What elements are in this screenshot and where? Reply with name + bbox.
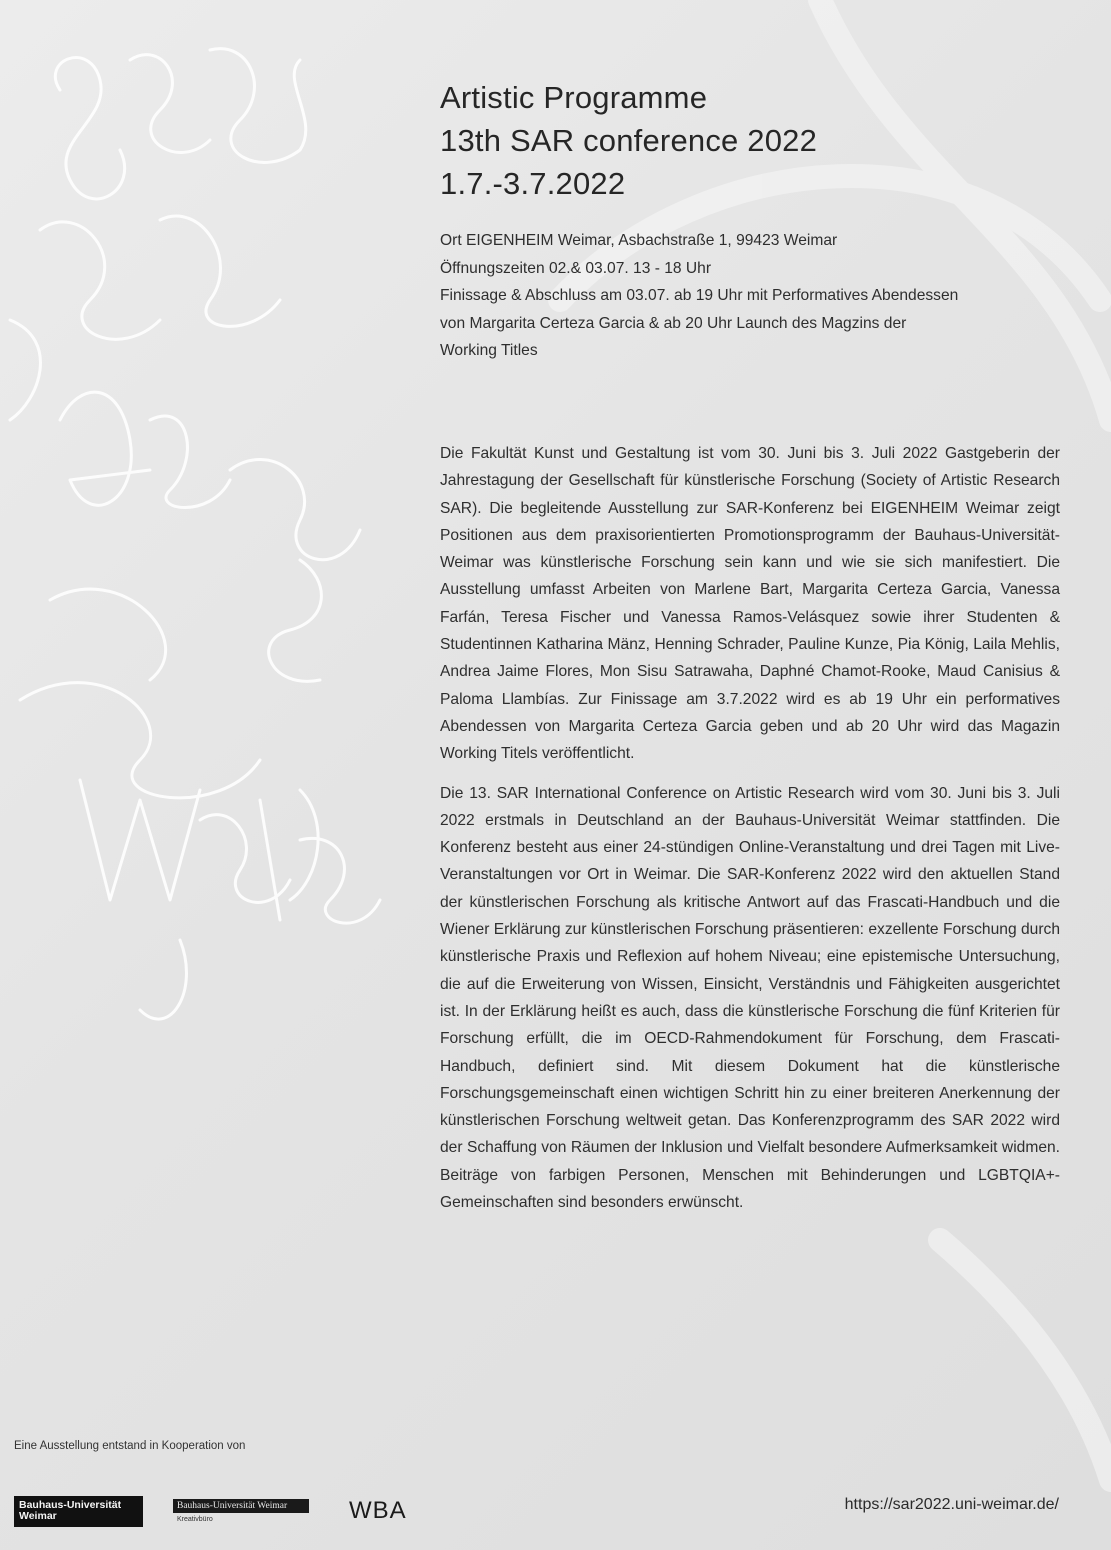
event-info: [440, 227, 1060, 365]
bauhaus-universitaet-logo: [14, 1496, 143, 1527]
paragraph-conference: Die 13. SAR International Conference on Artistic Research wird vom 30. Juni bis 3. Juli 2022 erstmals in Deutschland an der Bauhaus-Universität Weimar stattfinden. Die Konferenz besteht aus einer 24-stündigen Online-Veranstaltung und drei Tagen mit Live-Veranstaltungen vor Ort in Weimar. Die SAR-Konferenz 2022 wird den aktuellen Stand der künstlerischen Forschung als kritische Antwort auf das Frascati-Handbuch und die Wiener Erklärung zur künstlerischen Forschung präsentieren: exzellente Forschung durch künstlerische Praxis und Reflexion auf hohem Niveau; eine epistemische Untersuchung, die auf die Erweiterung von Wissen, Einsicht, Verständnis und Fähigkeiten ausgerichtet ist. In der Erklärung heißt es auch, dass die künstlerische Forschung die fünf Kriterien für Forschung erfüllt, die im OECD-Rahmendokument für Forschung, dem Frascati-Handbuch, definiert sind. Mit diesem Dokument hat die künstlerische Forschungsgemeinschaft einen wichtigen Schritt hin zu einer breiteren Anerkennung der künstlerischen Forschung weltweit getan. Das Konferenzprogramm des SAR 2022 wird der Schaffung von Räumen der Inklusion und Vielfalt besondere Aufmerksamkeit widmen. Beiträge von farbigen Personen, Menschen mit Behinderungen und LGBTQIA+-Gemeinschaften sind besonders erwünscht.: [440, 784, 1060, 1212]
page-title: [440, 76, 1060, 205]
website-url[interactable]: https://sar2022.uni-weimar.de/: [844, 1496, 1059, 1513]
cooperation-note: Eine Ausstellung entstand in Kooperation von: [14, 1440, 246, 1452]
paragraph-exhibition: Die Fakultät Kunst und Gestaltung ist vom 30. Juni bis 3. Juli 2022 Gastgeberin der Jahrestagung der Gesellschaft für künstlerische Forschung (Society of Artistic Research SAR). Die begleitende Ausstellung zur SAR-Konferenz bei EIGENHEIM Weimar zeigt Positionen aus dem praxisorientierten Promotionsprogramm der Bauhaus-Universität-Weimar was künstlerische Forschung sein kann und wie sie sich manifestiert. Die Ausstellung umfasst Arbeiten von Marlene Bart, Margarita Certeza Garcia, Vanessa Farfán, Teresa Fischer und Vanessa Ramos-Velásquez sowie ihrer Studenten & Studentinnen Katharina Mänz, Henning Schrader, Pauline Kunze, Pia König, Laila Mehlis, Andrea Jaime Flores, Mon Sisu Satrawaha, Daphné Chamot-Rooke, Maud Canisius & Paloma Llambías. Zur Finissage am 3.7.2022 wird es ab 19 Uhr ein performatives Abendessen von Margarita Certeza Garcia geben und ab 20 Uhr wird das Magazin Working Titels veröffentlicht.: [440, 445, 1060, 763]
info-finissage-cont: von Margarita Certeza Garcia & ab 20 Uhr Launch des Magzins der: [440, 314, 907, 332]
wba-logo: WBA: [349, 1497, 407, 1524]
title-line-programme: Artistic Programme: [440, 80, 708, 115]
kreativbuero-logo-main: Bauhaus-Universität Weimar: [173, 1499, 309, 1513]
kreativbuero-logo-sub: Kreativbüro: [177, 1516, 213, 1523]
info-opening-hours: Öffnungszeiten 02.& 03.07. 13 - 18 Uhr: [440, 259, 712, 277]
bauhaus-logo-line1: Bauhaus-Universität: [19, 1498, 122, 1511]
kreativbuero-logo: [173, 1499, 309, 1523]
info-working-titles: Working Titles: [440, 342, 538, 359]
title-line-dates: 1.7.-3.7.2022: [440, 166, 626, 201]
header-section: [440, 76, 1060, 365]
partner-logos: [14, 1494, 407, 1528]
info-location: Ort EIGENHEIM Weimar, Asbachstraße 1, 99423 Weimar: [440, 232, 838, 249]
bauhaus-logo-line2: Weimar: [19, 1509, 57, 1522]
title-line-conference: 13th SAR conference 2022: [440, 123, 818, 158]
info-finissage: Finissage & Abschluss am 03.07. ab 19 Uhr mit Performatives Abendessen: [440, 287, 959, 304]
body-text: [440, 440, 1060, 1228]
